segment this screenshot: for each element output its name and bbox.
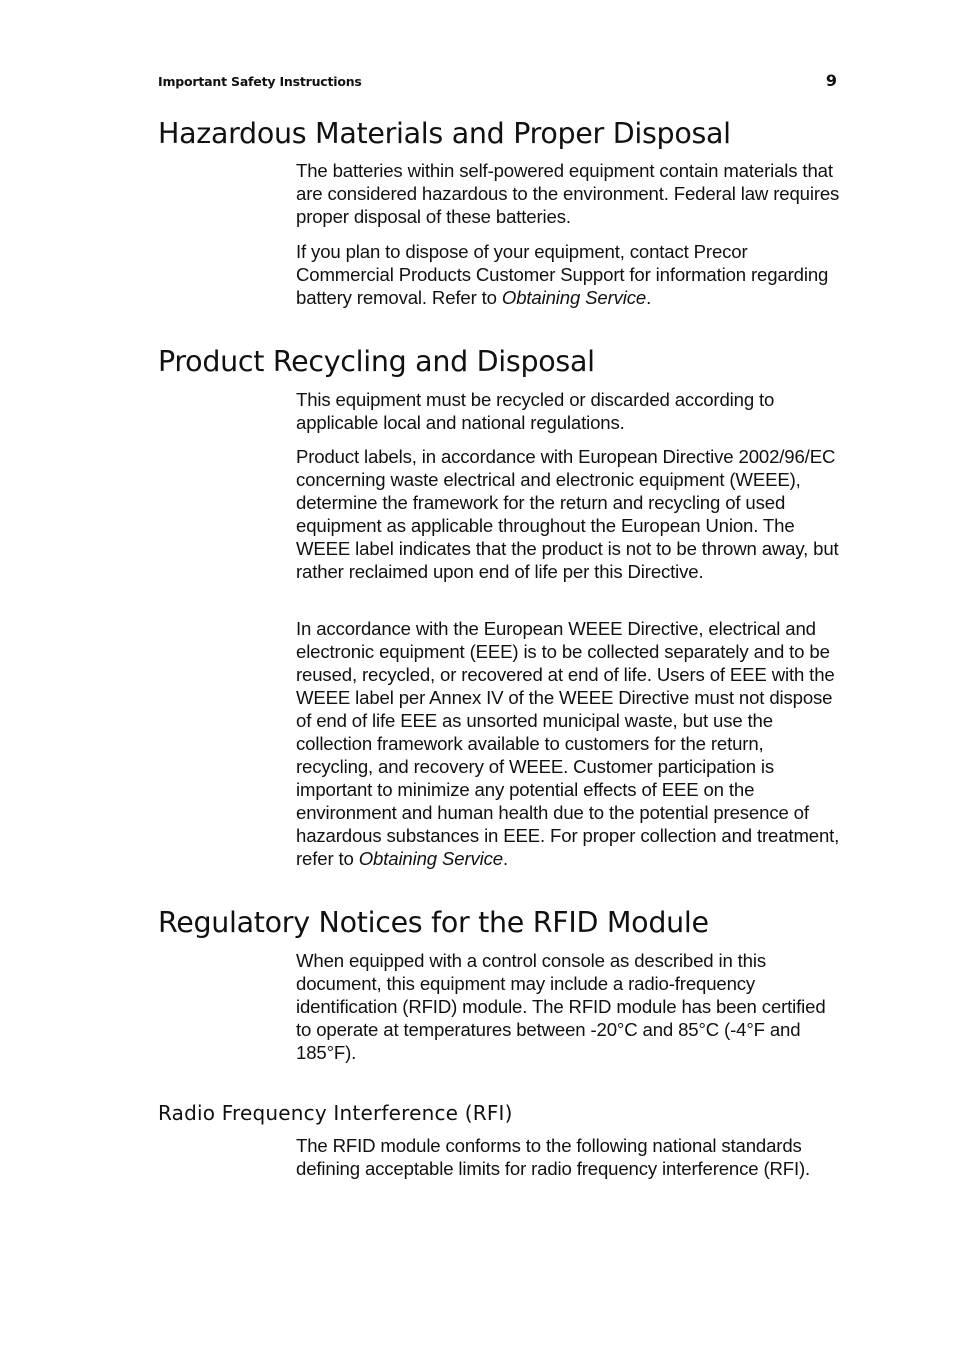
- paragraph-text: If you plan to dispose of your equipment, contact Precor Commercial Products Customer Support for information regarding battery removal. Refer to: [296, 241, 829, 308]
- obtaining-service-reference: Obtaining Service: [358, 848, 503, 869]
- paragraph-end: .: [646, 287, 652, 308]
- heading-rfid-regulatory: Regulatory Notices for the RFID Module: [158, 906, 709, 939]
- paragraph-text: In accordance with the European WEEE Directive, electrical and electronic equipment (EEE) is to be collected separately and to be reused, recycled, or recovered at end of life. Users of EEE with the WEEE label per Annex IV of the WEEE Directive must not dispose of end of life EEE as unsorted municipal waste, but use the collection framework available to customers for the return, recycling, and recovery of WEEE. Customer participation is important to minimize any potential effects of EEE on the environment and human health due to the potential presence of hazardous substances in EEE. For proper collection and treatment, refer to: [296, 618, 840, 869]
- paragraph-end: .: [502, 848, 508, 869]
- page-number: 9: [825, 71, 837, 90]
- paragraph-weee-directive: [296, 617, 841, 870]
- paragraph-weee-labels: Product labels, in accordance with European Directive 2002/96/EC concerning waste electrical and electronic equipment (WEEE), determine the framework for the return and recycling of used equipment as applicable throughout the European Union. The WEEE label indicates that the product is not to be thrown away, but rather reclaimed upon end of life per this Directive.: [296, 446, 839, 582]
- paragraph-rfid-module: When equipped with a control console as described in this document, this equipment may include a radio-frequency identification (RFID) module. The RFID module has been certified to operate at temperatures between -20°C and 85°C (-4°F and 185°F).: [296, 950, 826, 1063]
- running-header-title: Important Safety Instructions: [158, 74, 362, 89]
- obtaining-service-reference: Obtaining Service: [501, 287, 647, 308]
- heading-product-recycling: Product Recycling and Disposal: [158, 345, 595, 378]
- paragraph-dispose-equipment: [296, 240, 841, 309]
- paragraph-rfi-standards: The RFID module conforms to the following national standards defining acceptable limits for radio frequency interference (RFI).: [296, 1135, 811, 1179]
- heading-hazardous-materials: Hazardous Materials and Proper Disposal: [158, 117, 731, 150]
- heading-radio-frequency-interference: Radio Frequency Interference (RFI): [158, 1101, 513, 1125]
- paragraph-batteries: The batteries within self-powered equipment contain materials that are considered hazardous to the environment. Federal law requires proper disposal of these batteries.: [296, 160, 840, 227]
- paragraph-recycling-regulations: This equipment must be recycled or discarded according to applicable local and national regulations.: [296, 389, 775, 433]
